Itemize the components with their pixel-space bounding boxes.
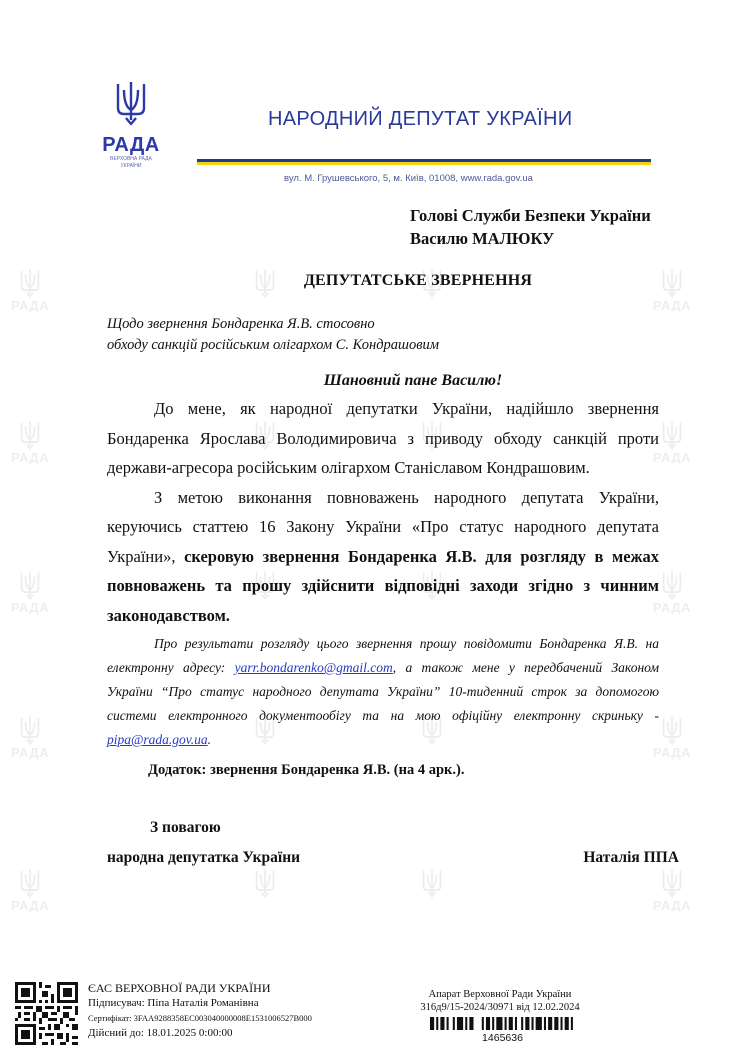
trident-watermark-icon: [661, 420, 683, 450]
watermark-text: РАДА: [10, 298, 50, 313]
barcode-bar: [565, 1017, 569, 1030]
logo-subtitle-line2: УКРАЇНИ: [120, 163, 142, 169]
barcode: [430, 1017, 575, 1030]
barcode-bar: [486, 1017, 490, 1030]
letterhead-title: НАРОДНИЙ ДЕПУТАТ УКРАЇНИ: [268, 108, 573, 130]
trident-watermark-icon: [19, 715, 41, 745]
e-signature-org: ЄАС ВЕРХОВНОЇ РАДИ УКРАЇНИ: [88, 981, 271, 995]
paragraph-2: [107, 483, 659, 631]
paragraph-2-regular: З метою виконання повноважень народного депутата України, керуючись статтею 16 Закону України «Про статус народного депутата України»,: [107, 487, 659, 566]
barcode-bar: [521, 1017, 523, 1030]
trident-watermark-icon: [661, 715, 683, 745]
watermark-text: РАДА: [652, 298, 692, 313]
barcode-bar: [509, 1017, 513, 1030]
watermark-rada: [2, 715, 58, 760]
signer-title: народна депутатка України: [107, 849, 301, 866]
signature-row: [107, 848, 679, 868]
watermark-rada: [237, 868, 293, 898]
salutation: Шановний пане Василю!: [323, 372, 503, 389]
watermark-text: РАДА: [652, 600, 692, 615]
recipient-line2: Василю МАЛЮКУ: [410, 229, 555, 248]
watermark-text: РАДА: [652, 450, 692, 465]
e-signature-certificate: Сертифікат: 3FAA9288358EC003040000008E1531006527B000: [88, 1013, 312, 1023]
subject-line1: Щодо звернення Бондаренка Я.В. стосовно: [107, 316, 375, 332]
barcode-bar: [548, 1017, 552, 1030]
trident-watermark-icon: [661, 868, 683, 898]
trident-watermark-icon: [19, 268, 41, 298]
watermark-rada: [2, 268, 58, 313]
e-signature-valid-until: Дійсний до: 18.01.2025 0:00:00: [88, 1027, 233, 1039]
trident-watermark-icon: [661, 570, 683, 600]
barcode-bar: [496, 1017, 502, 1030]
subject-block: [107, 314, 659, 356]
registration-number: 316д9/15-2024/30971 від 12.02.2024: [420, 1002, 580, 1013]
barcode-bar: [515, 1017, 517, 1030]
barcode-bar: [532, 1017, 534, 1030]
registration-org: Апарат Верховної Ради України: [428, 989, 572, 1000]
barcode-bar: [465, 1017, 467, 1030]
paragraph-3-part1: Про результати розгляду цього звернення прошу повідомити Бондаренка Я.В. на електронну адресу:: [107, 636, 659, 675]
recipient-block: [410, 204, 659, 250]
barcode-bar: [536, 1017, 542, 1030]
trident-icon: [114, 80, 148, 126]
attachment-note: Додаток: звернення Бондаренка Я.В. (на 4 арк.).: [148, 762, 465, 778]
paragraph-3-part3: .: [207, 732, 212, 747]
barcode-number: 1465636: [482, 1032, 523, 1044]
trident-watermark-icon: [421, 868, 443, 898]
watermark-text: РАДА: [10, 745, 50, 760]
document-title: ДЕПУТАТСЬКЕ ЗВЕРНЕННЯ: [303, 272, 533, 289]
letterhead-address: вул. М. Грушевського, 5, м. Київ, 01008, www.rada.gov.ua: [284, 173, 533, 184]
logo-subtitle-line1: ВЕРХОВНА РАДА: [110, 156, 152, 162]
trident-watermark-icon: [254, 868, 276, 898]
letterhead-stripe-yellow: [197, 162, 651, 165]
email-link-bondarenko[interactable]: yarr.bondarenko@gmail.com: [234, 660, 393, 675]
watermark-text: РАДА: [10, 898, 50, 913]
barcode-bar: [447, 1017, 449, 1030]
trident-watermark-icon: [19, 868, 41, 898]
email-link-pipa[interactable]: pipa@rada.gov.ua: [107, 732, 208, 747]
barcode-bar: [554, 1017, 558, 1030]
barcode-bar: [571, 1017, 573, 1030]
trident-watermark-icon: [19, 570, 41, 600]
barcode-bar: [492, 1017, 494, 1030]
qr-code: [15, 982, 78, 1045]
watermark-rada: [404, 868, 460, 898]
signer-name: Наталія ППА: [583, 849, 679, 866]
paragraph-3-part2: , а також мене у передбачений Законом України “Про статус народного депутата України” 10-тиденний строк за допомогою системи електронного документообігу та на мою офіційну електронну скриньку -: [107, 660, 659, 723]
barcode-bar: [436, 1017, 438, 1030]
barcode-bar: [453, 1017, 455, 1030]
paragraph-2-bold: скеровую звернення Бондаренка Я.В. для розгляду в межах повноважень та прошу здійснити відповідні заходи згідно з чинним законодавством.: [107, 546, 659, 625]
watermark-rada: [2, 570, 58, 615]
logo-text: РАДА: [102, 134, 160, 156]
e-signature-block: [88, 981, 312, 1041]
e-signature-signer: Підписувач: Піпа Наталія Романівна: [88, 997, 259, 1009]
watermark-text: РАДА: [10, 450, 50, 465]
watermark-rada: [2, 868, 58, 913]
barcode-bar: [544, 1017, 546, 1030]
barcode-bar: [440, 1017, 444, 1030]
trident-watermark-icon: [661, 268, 683, 298]
watermark-text: РАДА: [652, 745, 692, 760]
barcode-bar: [525, 1017, 529, 1030]
paragraph-1: До мене, як народної депутатки України, надійшло звернення Бондаренка Ярослава Володимировича з приводу обходу санкцій проти держави-агресора російським олігархом Станіславом Кондрашовим.: [107, 399, 659, 477]
barcode-bar: [561, 1017, 563, 1030]
recipient-line1: Голові Служби Безпеки України: [410, 206, 651, 225]
registration-block: [390, 988, 610, 1014]
subject-line2: обходу санкцій російським олігархом С. Кондрашовим: [107, 337, 440, 353]
trident-watermark-icon: [19, 420, 41, 450]
watermark-rada: [2, 420, 58, 465]
barcode-bar: [469, 1017, 473, 1030]
barcode-bar: [505, 1017, 507, 1030]
barcode-bar: [457, 1017, 463, 1030]
closing-regards: З повагою: [150, 819, 221, 836]
rada-logo: [100, 80, 162, 169]
paragraph-3: [107, 632, 659, 752]
barcode-bar: [482, 1017, 484, 1030]
watermark-text: РАДА: [10, 600, 50, 615]
watermark-rada: [644, 868, 700, 913]
watermark-text: РАДА: [652, 898, 692, 913]
barcode-bar: [430, 1017, 434, 1030]
